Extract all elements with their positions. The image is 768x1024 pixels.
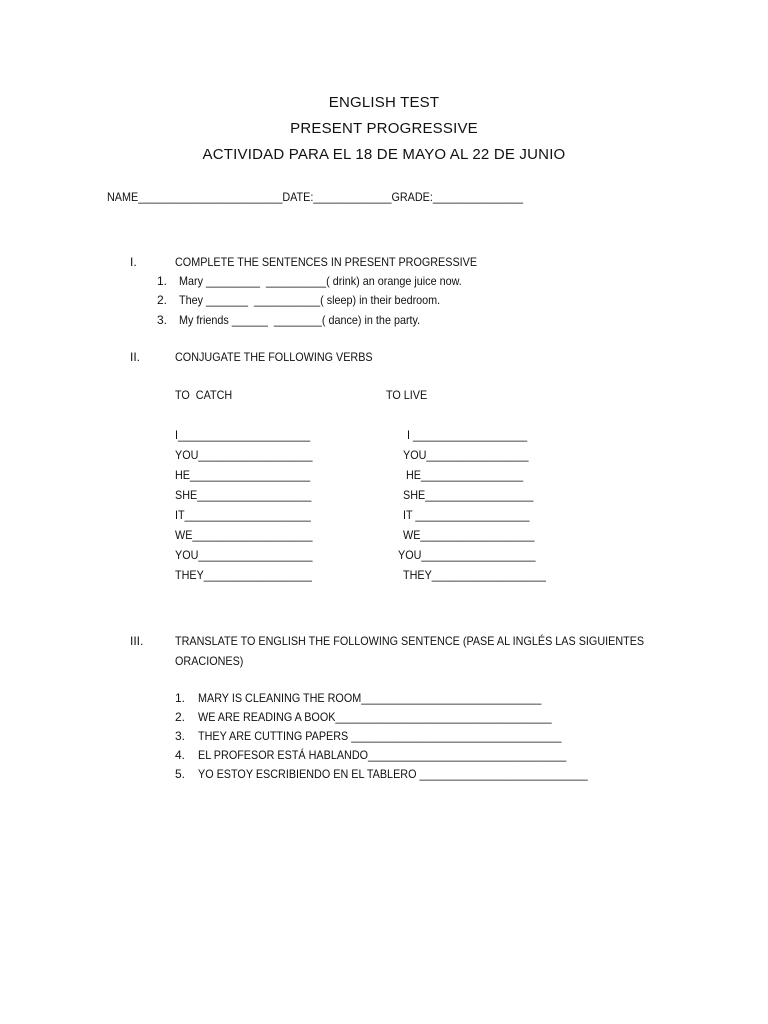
catch-row-he: HE____________________: [175, 468, 311, 482]
s1-item-1-number: 1.: [157, 274, 168, 288]
title-line-1: ENGLISH TEST: [328, 94, 440, 111]
s1-item-3-text: My friends ______ ________( dance) in the party.: [179, 313, 421, 327]
live-row-it: IT ___________________: [403, 508, 530, 522]
section-3-heading-line-1: TRANSLATE TO ENGLISH THE FOLLOWING SENTENCE (PASE AL INGLÉS LAS SIGUIENTES: [175, 634, 645, 648]
s1-item-2-text: They _______ ___________( sleep) in their bedroom.: [179, 293, 441, 307]
title-line-2: PRESENT PROGRESSIVE: [290, 120, 478, 137]
s1-item-1-text: Mary _________ __________( drink) an orange juice now.: [179, 274, 462, 288]
section-1-numeral: I.: [130, 255, 137, 269]
catch-row-you: YOU___________________: [175, 448, 313, 462]
catch-row-they: THEY__________________: [175, 568, 312, 582]
section-3-numeral: III.: [130, 634, 144, 648]
s3-item-2-text: WE ARE READING A BOOK____________________________________: [198, 710, 552, 724]
live-row-i: I ___________________: [404, 428, 528, 442]
section-2-numeral: II.: [130, 350, 141, 364]
live-row-she: SHE__________________: [403, 488, 534, 502]
s1-item-2-number: 2.: [157, 293, 168, 307]
s3-item-3-number: 3.: [175, 729, 186, 743]
catch-row-it: IT_____________________: [175, 508, 311, 522]
live-row-you: YOU_________________: [403, 448, 529, 462]
section-3-heading-line-2: ORACIONES): [175, 654, 244, 668]
s1-item-3-number: 3.: [157, 313, 168, 327]
catch-row-i: I______________________: [175, 428, 311, 442]
catch-row-you-plural: YOU___________________: [175, 548, 313, 562]
s3-item-4-number: 4.: [175, 748, 186, 762]
live-row-they: THEY___________________: [403, 568, 546, 582]
s3-item-1-number: 1.: [175, 691, 186, 705]
live-row-you-plural: YOU___________________: [398, 548, 536, 562]
section-2-heading: CONJUGATE THE FOLLOWING VERBS: [175, 350, 373, 364]
verb-col-1-title: TO CATCH: [175, 388, 233, 402]
s3-item-5-text: YO ESTOY ESCRIBIENDO EN EL TABLERO ____________________________: [198, 767, 588, 781]
title-line-3: ACTIVIDAD PARA EL 18 DE MAYO AL 22 DE JUNIO: [202, 146, 566, 163]
s3-item-4-text: EL PROFESOR ESTÁ HABLANDO_________________________________: [198, 748, 567, 762]
live-row-he: HE_________________: [403, 468, 524, 482]
s3-item-3-text: THEY ARE CUTTING PAPERS ___________________________________: [198, 729, 562, 743]
name-date-grade-line: NAME________________________DATE:_____________GRADE:_______________: [107, 190, 523, 204]
catch-row-she: SHE___________________: [175, 488, 312, 502]
section-1-heading: COMPLETE THE SENTENCES IN PRESENT PROGRESSIVE: [175, 255, 478, 269]
live-row-we: WE___________________: [403, 528, 535, 542]
s3-item-1-text: MARY IS CLEANING THE ROOM______________________________: [198, 691, 542, 705]
verb-col-2-title: TO LIVE: [386, 388, 428, 402]
catch-row-we: WE____________________: [175, 528, 313, 542]
s3-item-5-number: 5.: [175, 767, 186, 781]
s3-item-2-number: 2.: [175, 710, 186, 724]
